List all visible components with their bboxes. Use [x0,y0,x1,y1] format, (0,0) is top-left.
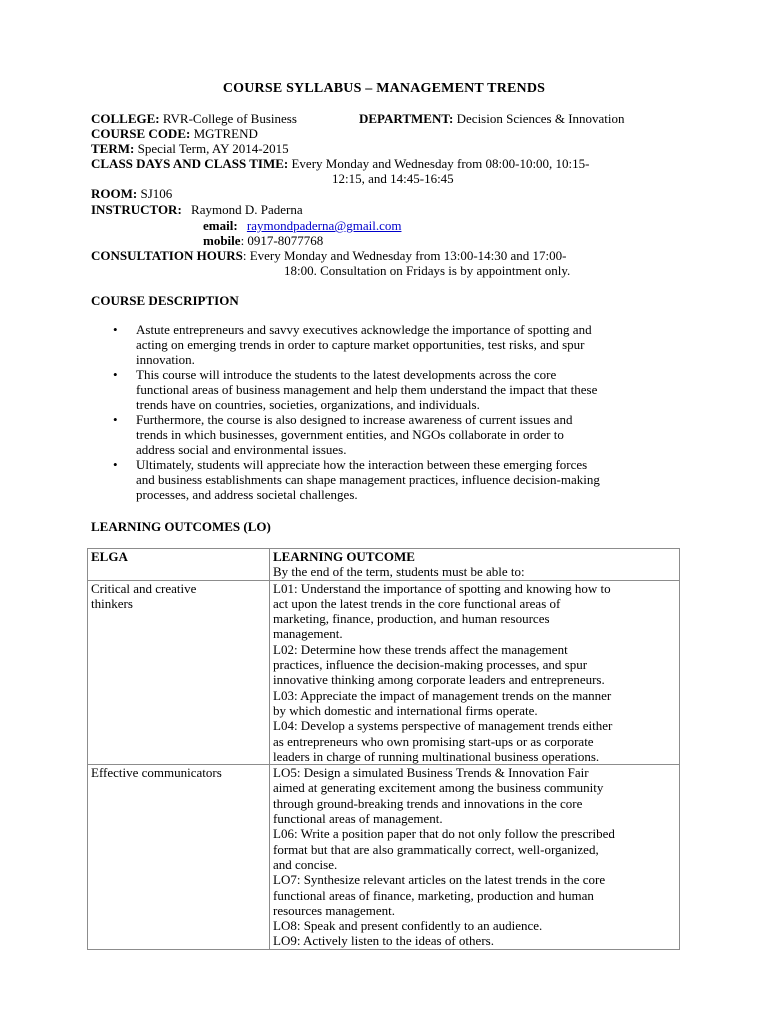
cell-line: through ground-breaking trends and innovations in the core [273,795,583,811]
college-line [91,111,297,126]
cell-line: functional areas of management. [273,811,443,827]
elga-cell [88,580,270,765]
term-value: Special Term, AY 2014-2015 [137,141,289,156]
consultation-line [91,248,566,263]
email-link[interactable]: raymondpaderna@gmail.com [246,218,402,233]
consultation-line-2: 18:00. Consultation on Fridays is by appointment only. [284,263,571,278]
cell-line: leaders in charge of running multinational business operations. [273,748,600,764]
cell-line: management. [273,626,343,642]
cell-line: and concise. [273,856,338,872]
outcome-cell [270,580,680,765]
college-label: COLLEGE: [91,111,160,126]
email-label: email: [203,218,238,233]
list-item-line: processes, and address societal challenges. [136,487,358,502]
cell-line: L01: Understand the importance of spotting and knowing how to [273,580,611,596]
cell-line: L04: Develop a systems perspective of management trends either [273,718,613,734]
instructor-name: Raymond D. Paderna [191,202,303,217]
elga-cell [88,765,270,950]
list-item-line: trends have on countries, societies, organizations, and individuals. [136,397,480,412]
course-code-label: COURSE CODE: [91,126,191,141]
consultation-value: : Every Monday and Wednesday from 13:00-14:30 and 17:00- [242,248,567,263]
outcome-cell [270,765,680,950]
term-label: TERM: [91,141,135,156]
mobile-label: mobile [203,233,241,248]
cell-line: LO8: Speak and present confidently to an audience. [273,918,543,934]
learning-outcome-header: LEARNING OUTCOME [273,549,415,564]
cell-line: LO5: Design a simulated Business Trends & Innovation Fair [273,765,589,781]
instructor-label: INSTRUCTOR: [91,202,182,217]
department-label: DEPARTMENT: [359,111,454,126]
table-row [88,765,680,950]
cell-line: thinkers [91,595,133,611]
list-item-line: trends in which businesses, government entities, and NGOs collaborate in order to [136,427,564,442]
course-code-line [91,126,258,141]
page-title: COURSE SYLLABUS – MANAGEMENT TRENDS [222,81,546,96]
cell-line: L03: Appreciate the impact of management trends on the manner [273,687,612,703]
room-label: ROOM: [91,186,138,201]
room-line [91,186,172,201]
cell-line: L02: Determine how these trends affect the management [273,641,568,657]
learning-outcomes-table [87,548,680,950]
cell-line: Critical and creative [91,580,197,596]
learning-outcomes-heading: LEARNING OUTCOMES (LO) [91,519,271,534]
cell-line: LO9: Actively listen to the ideas of others. [273,933,494,949]
list-item-line: Astute entrepreneurs and savvy executives acknowledge the importance of spotting and [136,322,592,337]
list-item-line: innovation. [136,352,195,367]
department-line [359,111,625,126]
cell-line: by which domestic and international firms operate. [273,702,538,718]
consultation-label: CONSULTATION HOURS [91,248,243,263]
learning-outcome-subheader: By the end of the term, students must be able to: [273,564,525,580]
list-item-line: This course will introduce the students to the latest developments across the core [136,367,557,382]
table-row [88,580,680,765]
class-time-value: Every Monday and Wednesday from 08:00-10:00, 10:15- [291,156,590,171]
cell-line: innovative thinking among corporate leaders and entrepreneurs. [273,672,605,688]
cell-line: aimed at generating excitement among the business community [273,780,604,796]
table-header-cell [270,549,680,581]
list-item-line: acting on emerging trends in order to capture market opportunities, test risks, and spur [136,337,585,352]
cell-line: as entrepreneurs who own promising start-ups or as corporate [273,733,594,749]
list-item-line: and business establishments can shape management practices, influence decision-making [136,472,600,487]
cell-line: Effective communicators [91,765,222,781]
cell-line: format but that are also grammatically correct, well-organized, [273,841,599,857]
course-code-value: MGTREND [193,126,258,141]
list-item [91,457,681,502]
table-header-cell [88,549,270,581]
elga-header: ELGA [91,549,128,564]
bullet-icon: • [113,322,118,337]
course-description-heading: COURSE DESCRIPTION [91,293,239,308]
class-time-line-2: 12:15, and 14:45-16:45 [332,171,454,186]
instructor-line [91,202,303,217]
mobile-value: : 0917-8077768 [240,233,324,248]
list-item-line: Furthermore, the course is also designed to increase awareness of current issues and [136,412,573,427]
mobile-line [203,233,323,248]
cell-line: L06: Write a position paper that do not only follow the prescribed [273,826,615,842]
term-line [91,141,289,156]
cell-line: act upon the latest trends in the core functional areas of [273,595,561,611]
email-line [203,218,401,233]
cell-line: functional areas of finance, marketing, production and human [273,887,594,903]
table-header-row [88,549,680,581]
list-item [91,322,681,367]
bullet-icon: • [113,457,118,472]
cell-line: LO7: Synthesize relevant articles on the latest trends in the core [273,872,606,888]
bullet-icon: • [113,367,118,382]
class-time-label: CLASS DAYS AND CLASS TIME: [91,156,289,171]
cell-line: practices, influence the decision-making processes, and spur [273,657,588,673]
cell-line: marketing, finance, production, and human resources [273,611,550,627]
list-item-line: address social and environmental issues. [136,442,347,457]
bullet-icon: • [113,412,118,427]
class-time-line [91,156,590,171]
college-value: RVR-College of Business [162,111,297,126]
list-item [91,412,681,457]
room-value: SJ106 [140,186,173,201]
course-description-list [91,322,681,502]
list-item-line: Ultimately, students will appreciate how the interaction between these emerging forces [136,457,588,472]
list-item [91,367,681,412]
list-item-line: functional areas of business management and help them understand the impact that these [136,382,598,397]
cell-line: resources management. [273,902,396,918]
department-value: Decision Sciences & Innovation [456,111,625,126]
